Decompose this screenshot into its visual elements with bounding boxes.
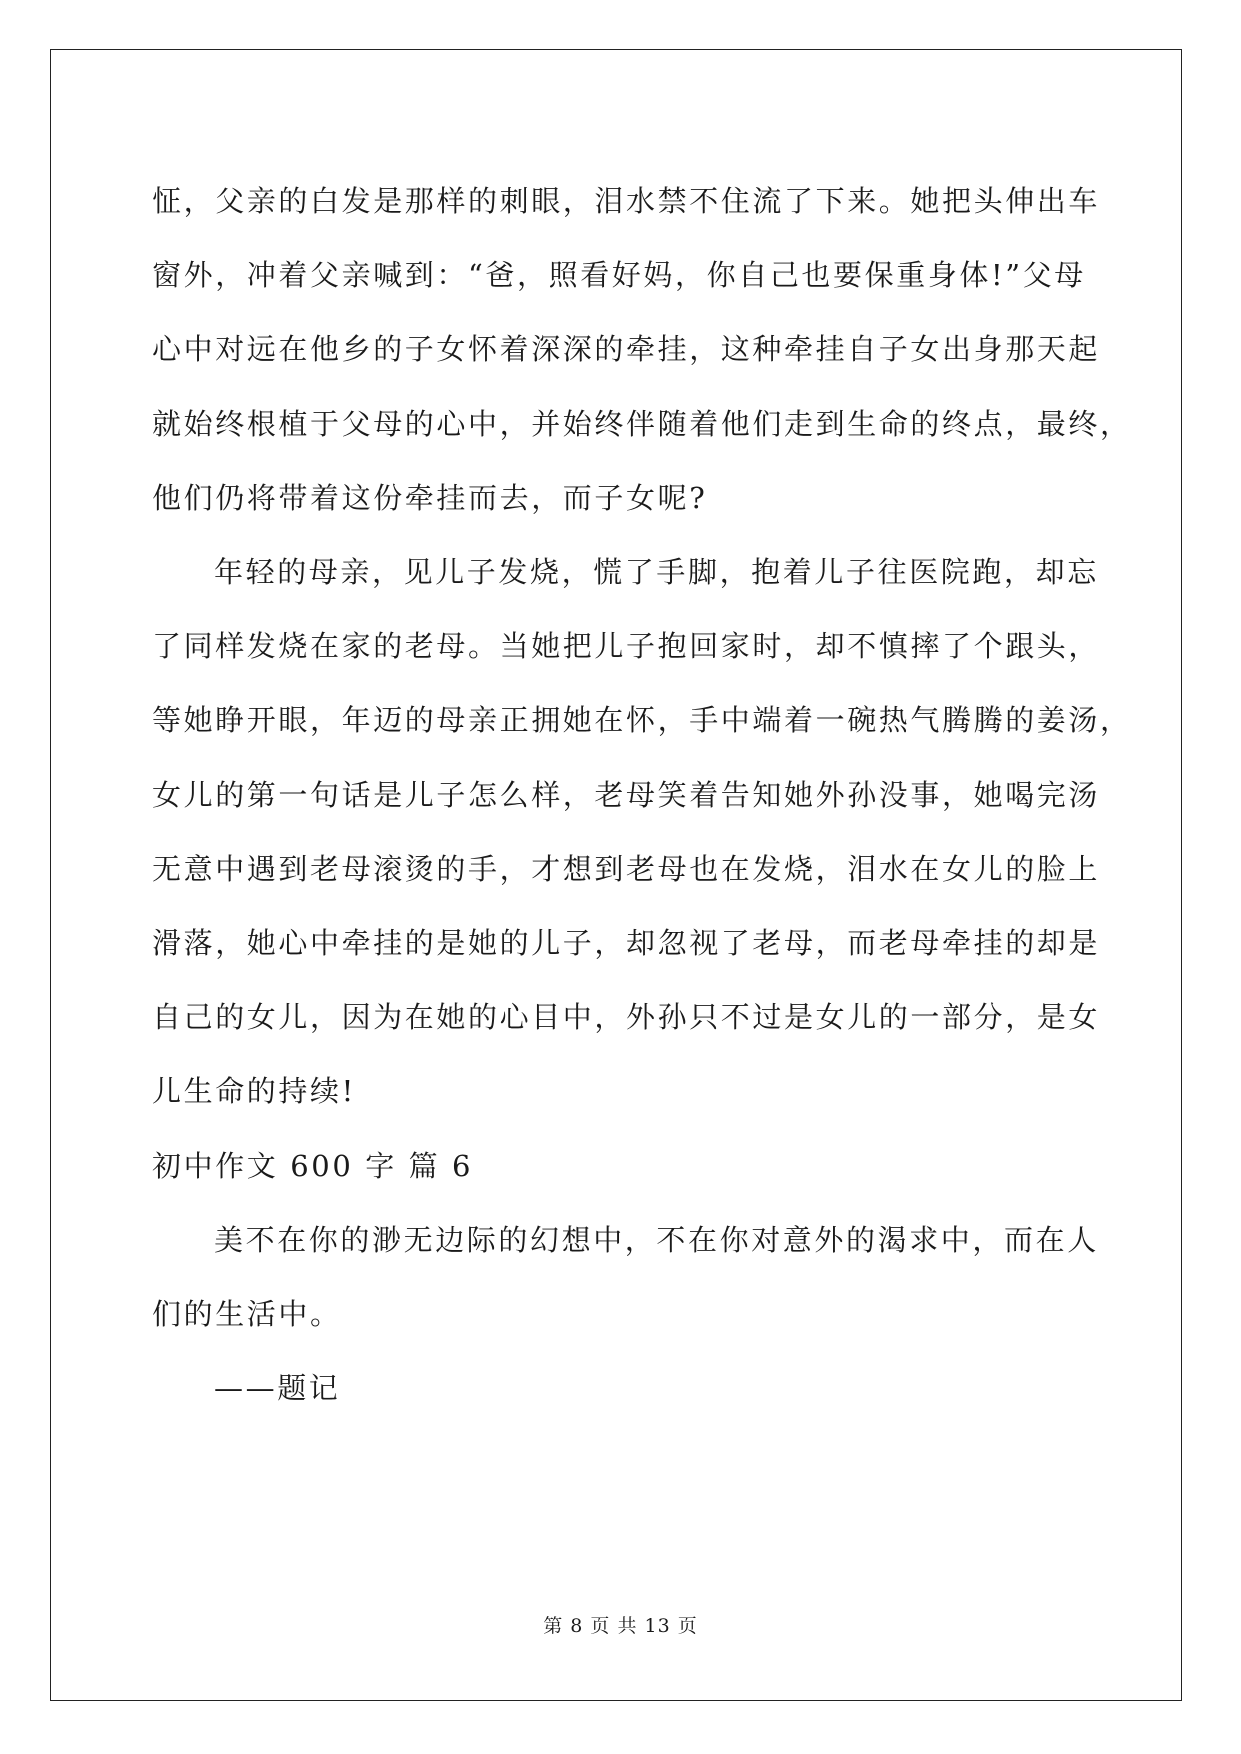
- paragraph-line: 窗外，冲着父亲喊到：“爸，照看好妈，你自己也要保重身体!”父母: [152, 258, 1086, 293]
- paragraph-line: 自己的女儿，因为在她的心目中，外孙只不过是女儿的一部分，是女: [152, 1000, 1101, 1035]
- paragraph-line: 他们仍将带着这份牵挂而去，而子女呢?: [152, 480, 708, 515]
- section-heading: 初中作文 600 字 篇 6: [152, 1148, 474, 1183]
- page-number-footer: 第 8 页 共 13 页: [543, 1615, 698, 1637]
- paragraph-line: 等她睁开眼，年迈的母亲正拥她在怀，手中端着一碗热气腾腾的姜汤，: [152, 703, 1132, 738]
- paragraph-line: 滑落，她心中牵挂的是她的儿子，却忽视了老母，而老母牵挂的却是: [152, 926, 1101, 961]
- paragraph-line: 无意中遇到老母滚烫的手，才想到老母也在发烧，泪水在女儿的脸上: [152, 851, 1101, 886]
- paragraph-line: 怔，父亲的白发是那样的刺眼，泪水禁不住流了下来。她把头伸出车: [152, 184, 1101, 218]
- paragraph-line: 了同样发烧在家的老母。当她把儿子抱回家时，却不慎摔了个跟头，: [152, 629, 1101, 664]
- paragraph-line: 就始终根植于父母的心中，并始终伴随着他们走到生命的终点，最终，: [152, 406, 1132, 441]
- paragraph-line: 年轻的母亲，见儿子发烧，慌了手脚，抱着儿子往医院跑，却忘: [214, 555, 1099, 590]
- document-body: [152, 164, 1132, 1425]
- paragraph-line: 美不在你的渺无边际的幻想中，不在你对意外的渴求中，而在人: [214, 1222, 1099, 1257]
- paragraph-line: 心中对远在他乡的子女怀着深深的牵挂，这种牵挂自子女出身那天起: [152, 332, 1101, 367]
- paragraph-line: 们的生活中。: [152, 1297, 342, 1332]
- epigraph: ——题记: [214, 1371, 341, 1406]
- paragraph-line: 女儿的第一句话是儿子怎么样，老母笑着告知她外孙没事，她喝完汤: [152, 777, 1101, 812]
- paragraph-line: 儿生命的持续!: [152, 1074, 356, 1109]
